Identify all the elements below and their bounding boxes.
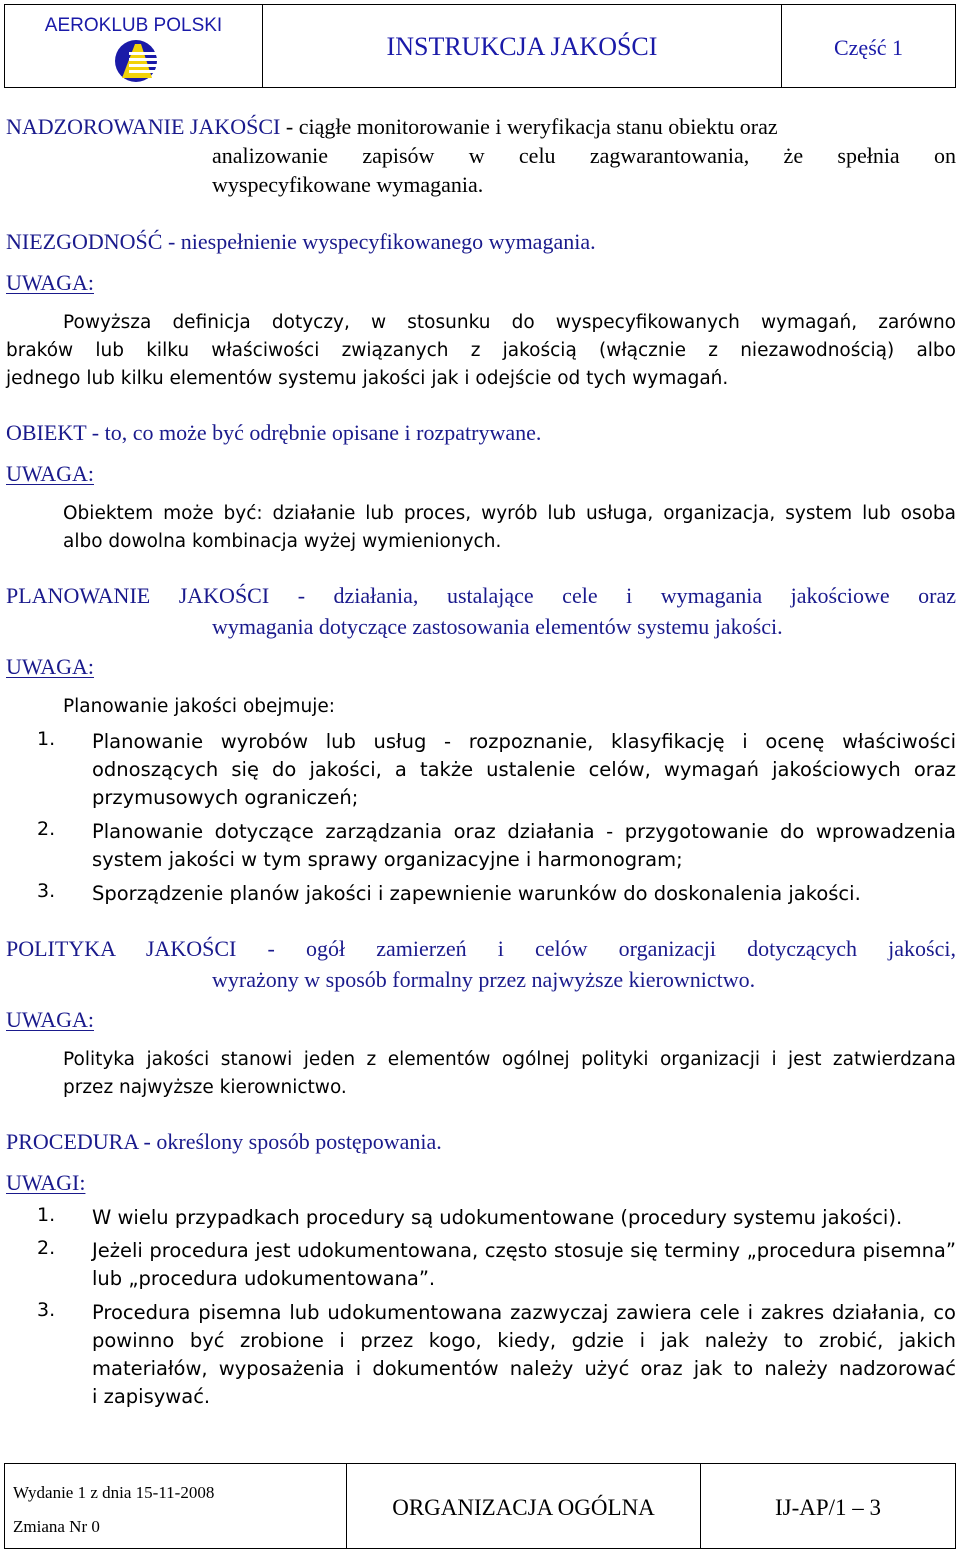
polityka-term: POLITYKA JAKOŚCI (6, 936, 237, 961)
obiekt-line: OBIEKT - to, co może być odrębnie opisane i rozpatrywane. (6, 420, 542, 445)
page-ref: IJ-AP/1 – 3 (774, 1495, 882, 1520)
item-number: 2. (37, 818, 56, 840)
obiekt-term: OBIEKT (6, 420, 87, 445)
planowanie-note-label: UWAGA: (6, 654, 94, 679)
org-name: AEROKLUB POLSKI (44, 15, 223, 36)
procedura-line: PROCEDURA - określony sposób postępowania. (6, 1129, 442, 1154)
aeroklub-logo (112, 38, 160, 84)
obiekt-note-label: UWAGA: (6, 461, 94, 486)
procedura-item-3: 3. Procedura pisemna lub udokumentowana zazwyczaj zawiera cele i zakres działania, co powinno być zrobione i przez kogo, kiedy, gdzie i jak należy to zrobić, jakich materiałów, wyposażenia i dokumentów należy użyć oraz jak to należy nadzorować i zapisywać. (37, 1299, 956, 1408)
polityka-note-line2: przez najwyższe kierownictwo. (63, 1077, 347, 1098)
procedura-item-1: 1. W wielu przypadkach procedury są udokumentowane (procedury systemu jakości). (37, 1204, 903, 1229)
procedura-note-label: UWAGI: (6, 1170, 86, 1195)
item-number: 2. (37, 1237, 56, 1259)
item-number: 1. (37, 728, 56, 750)
part-label: Część 1 (833, 35, 904, 60)
item-number: 3. (37, 880, 56, 902)
planowanie-item-2: 2. Planowanie dotyczące zarządzania oraz działania - przygotowanie do wprowadzenia system jakości w tym sprawy organizacyjne i harmonogram; (37, 818, 956, 871)
obiekt-note-line1: Obiektem może być: działanie lub proces, wyrób lub usługa, organizacja, system lub osoba (63, 503, 956, 524)
nadzor-line1: NADZOROWANIE JAKOŚCI - ciągłe monitorowanie i weryfikacja stanu obiektu oraz (6, 114, 778, 139)
planowanie-term: PLANOWANIE JAKOŚCI (6, 583, 270, 608)
polityka-note-line1: Polityka jakości stanowi jeden z elementów ogólnej polityki organizacji i jest zatwierdzana (63, 1049, 956, 1070)
section-title: ORGANIZACJA OGÓLNA (392, 1495, 655, 1520)
footer-section-box (346, 1463, 701, 1549)
document-title: INSTRUKCJA JAKOŚCI (386, 32, 658, 61)
niezgodnosc-line: NIEZGODNOŚĆ - niespełnienie wyspecyfikowanego wymagania. (6, 229, 596, 254)
obiekt-note-line2: albo dowolna kombinacja wyżej wymienionych. (63, 531, 502, 552)
header-title-box (262, 4, 782, 88)
nadzor-term: NADZOROWANIE JAKOŚCI (6, 114, 281, 139)
niezgodnosc-term: NIEZGODNOŚĆ (6, 229, 163, 254)
polityka-line2: wyrażony w sposób formalny przez najwyższe kierownictwo. (212, 967, 756, 992)
footer-edition-box (4, 1463, 347, 1549)
change-text: Zmiana Nr 0 (13, 1517, 100, 1536)
item-number: 3. (37, 1299, 56, 1321)
item-number: 1. (37, 1204, 56, 1226)
planowanie-line2: wymagania dotyczące zastosowania elementów systemu jakości. (212, 614, 783, 639)
planowanie-item-1: 1. Planowanie wyrobów lub usług - rozpoznanie, klasyfikację i ocenę właściwości odnoszących się do jakości, a także ustalenie celów, wymagań jakościowych oraz przymusowych ograniczeń; (37, 728, 956, 809)
planowanie-line1: PLANOWANIE JAKOŚCI - działania, ustalające cele i wymagania jakościowe oraz (6, 583, 956, 608)
niezgodnosc-note-line3: jednego lub kilku elementów systemu jakości jak i odejście od tych wymagań. (6, 368, 729, 389)
procedura-term: PROCEDURA (6, 1129, 139, 1154)
polityka-note-label: UWAGA: (6, 1007, 94, 1032)
nadzor-line2: analizowanie zapisów w celu zagwarantowania, że spełnia on (212, 143, 956, 168)
header-part-box (781, 4, 956, 88)
nadzor-line3: wyspecyfikowane wymagania. (212, 172, 484, 197)
planowanie-intro: Planowanie jakości obejmuje: (63, 696, 336, 717)
polityka-line1: POLITYKA JAKOŚCI - ogół zamierzeń i celów organizacji dotyczących jakości, (6, 936, 956, 961)
header-logo-box (4, 4, 263, 88)
footer-page-box (700, 1463, 956, 1549)
edition-text: Wydanie 1 z dnia 15-11-2008 (13, 1483, 215, 1502)
planowanie-item-3: 3. Sporządzenie planów jakości i zapewnienie warunków do doskonalenia jakości. (37, 880, 861, 905)
procedura-item-2: 2. Jeżeli procedura jest udokumentowana, często stosuje się terminy „procedura pisemna” lub „procedura udokumentowana”. (37, 1237, 956, 1290)
niezgodnosc-note-line1: Powyższa definicja dotyczy, w stosunku do wyspecyfikowanych wymagań, zarówno (63, 312, 956, 333)
niezgodnosc-note-line2: braków lub kilku właściwości związanych z jakością (włącznie z niezawodnością) albo (6, 340, 956, 361)
niezgodnosc-note-label: UWAGA: (6, 270, 94, 295)
